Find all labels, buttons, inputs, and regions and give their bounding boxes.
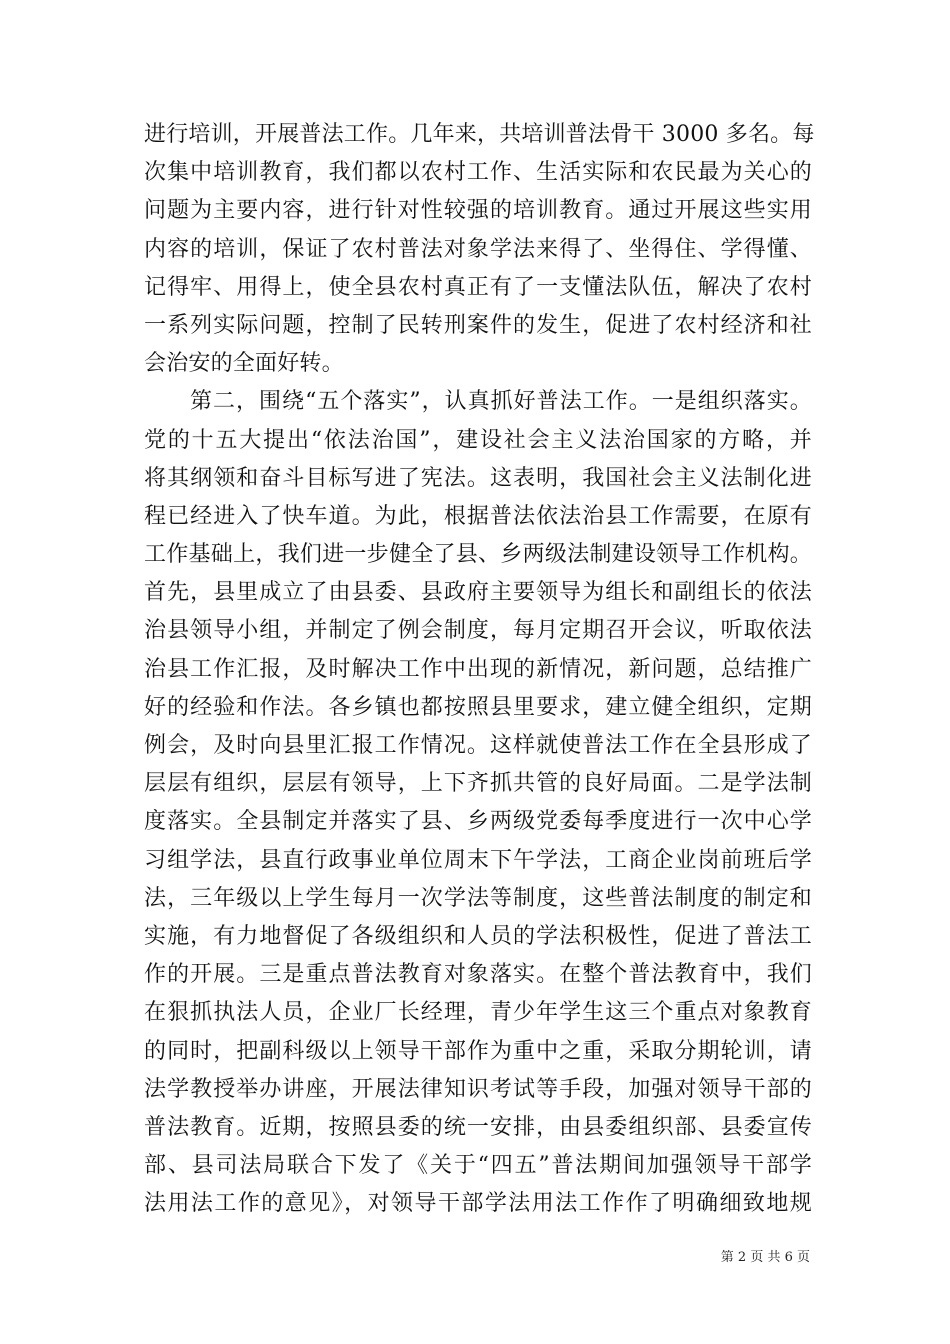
text-line: 会治安的全面好转。	[144, 351, 344, 377]
text-line: 习组学法，县直行政事业单位周末下午学法，工商企业岗前班后学	[144, 847, 812, 873]
text-line: 治县领导小组，并制定了例会制度，每月定期召开会议，听取依法	[144, 618, 812, 644]
text-line: 层层有组织，层层有领导，上下齐抓共管的良好局面。二是学法制	[144, 771, 812, 797]
text-line: 将其纲领和奋斗目标写进了宪法。这表明，我国社会主义法制化进	[144, 465, 812, 491]
text-line: 党的十五大提出“依法治国”，建设社会主义法治国家的方略，并	[144, 427, 812, 453]
text-line: 问题为主要内容，进行针对性较强的培训教育。通过开展这些实用	[144, 198, 812, 224]
text-line: 工作基础上，我们进一步健全了县、乡两级法制建设领导工作机构。	[144, 542, 812, 568]
text-line: 的同时，把副科级以上领导干部作为重中之重，采取分期轮训，请	[144, 1038, 812, 1064]
text-line: 进行培训，开展普法工作。几年来，共培训普法骨干 3000 多名。每	[144, 122, 815, 147]
text-line: 度落实。全县制定并落实了县、乡两级党委每季度进行一次中心学	[144, 809, 812, 835]
text-line: 法学教授举办讲座，开展法律知识考试等手段，加强对领导干部的	[144, 1076, 812, 1102]
text-line: 治县工作汇报，及时解决工作中出现的新情况，新问题，总结推广	[144, 656, 812, 682]
page-footer	[0, 1246, 950, 1265]
text-line: 次集中培训教育，我们都以农村工作、生活实际和农民最为关心的	[144, 160, 812, 186]
text-line: 记得牢、用得上，使全县农村真正有了一支懂法队伍，解决了农村	[144, 274, 812, 300]
page-number: 第 2 页 共 6 页	[720, 1250, 810, 1265]
text-line: 法，三年级以上学生每月一次学法等制度，这些普法制度的制定和	[144, 885, 812, 911]
text-line: 程已经进入了快车道。为此，根据普法依法治县工作需要，在原有	[144, 503, 812, 529]
text-line: 例会，及时向县里汇报工作情况。这样就使普法工作在全县形成了	[144, 733, 812, 758]
body-text	[144, 116, 815, 1223]
text-line: 作的开展。三是重点普法教育对象落实。在整个普法教育中，我们	[144, 962, 812, 988]
text-line: 法用法工作的意见》，对领导干部学法用法工作作了明确细致地规	[144, 1191, 812, 1217]
text-line: 实施，有力地督促了各级组织和人员的学法积极性，促进了普法工	[144, 923, 812, 949]
text-line: 第二，围绕“五个落实”，认真抓好普法工作。一是组织落实。	[144, 389, 812, 415]
text-line: 部、县司法局联合下发了《关于“四五”普法期间加强领导干部学	[144, 1153, 812, 1179]
text-line: 在狠抓执法人员，企业厂长经理，青少年学生这三个重点对象教育	[144, 1000, 812, 1026]
text-line: 一系列实际问题，控制了民转刑案件的发生，促进了农村经济和社	[144, 312, 812, 338]
text-line: 好的经验和作法。各乡镇也都按照县里要求，建立健全组织，定期	[144, 694, 812, 720]
text-line: 普法教育。近期，按照县委的统一安排，由县委组织部、县委宣传	[144, 1114, 812, 1140]
text-line: 首先，县里成立了由县委、县政府主要领导为组长和副组长的依法	[144, 580, 812, 606]
text-line: 内容的培训，保证了农村普法对象学法来得了、坐得住、学得懂、	[144, 236, 812, 262]
